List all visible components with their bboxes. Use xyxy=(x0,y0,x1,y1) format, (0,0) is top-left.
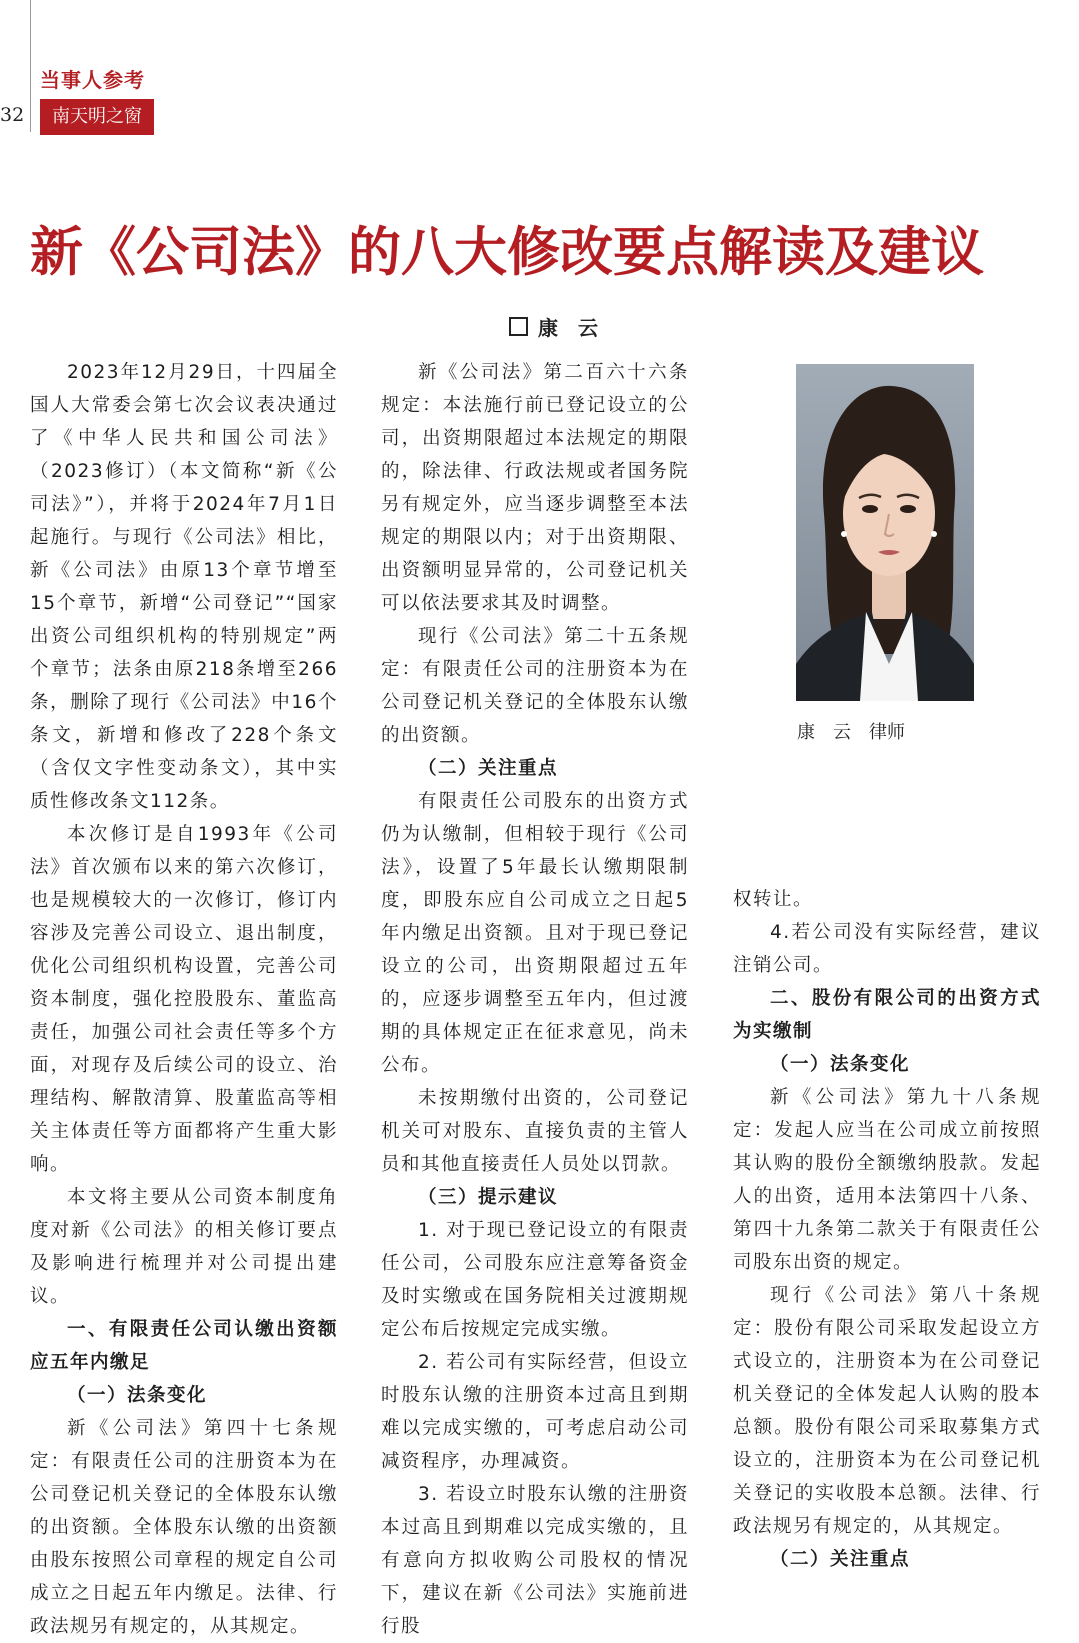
paragraph: 现行《公司法》第二十五条规定：有限责任公司的注册资本为在公司登记机关登记的全体股东认缴的出资额。 xyxy=(381,626,689,746)
header-rule xyxy=(30,0,31,132)
section-heading: 二、股份有限公司的出资方式为实缴制 xyxy=(733,988,1041,1042)
text-column-2 xyxy=(381,356,689,1643)
paragraph: 新《公司法》第九十八条规定：发起人应当在公司成立前按照其认购的股份全额缴纳股款。发起人的出资，适用本法第四十八条、第四十九条第二款关于有限责任公司股东出资的规定。 xyxy=(733,1087,1041,1273)
section-heading: （二）关注重点 xyxy=(418,758,559,779)
paragraph: 新《公司法》第二百六十六条规定：本法施行前已登记设立的公司，出资期限超过本法规定的期限的，除法律、行政法规或者国务院另有规定外，应当逐步调整至本法规定的期限以内；对于出资期限、出资额明显异常的，公司登记机关可以依法要求其及时调整。 xyxy=(381,362,689,614)
paragraph: 1. 对于现已登记设立的有限责任公司，公司股东应注意筹备资金及时实缴或在国务院相关过渡期规定公布后按规定完成实缴。 xyxy=(381,1220,689,1340)
column-tag: 南天明之窗 xyxy=(40,99,154,135)
section-heading: （二）关注重点 xyxy=(770,1549,911,1570)
paragraph: 2. 若公司有实际经营，但设立时股东认缴的注册资本过高且到期难以完成实缴的，可考虑启动公司减资程序，办理减资。 xyxy=(381,1352,689,1472)
section-heading: （三）提示建议 xyxy=(418,1187,559,1208)
section-heading: （一）法条变化 xyxy=(770,1054,911,1075)
paragraph: 未按期缴付出资的，公司登记机关可对股东、直接负责的主管人员和其他直接责任人员处以罚款。 xyxy=(381,1088,689,1175)
square-icon xyxy=(509,317,528,336)
paragraph: 4.若公司没有实际经营，建议注销公司。 xyxy=(733,922,1041,976)
portrait-caption: 康 云 律师 xyxy=(797,722,905,743)
article-title: 新《公司法》的八大修改要点解读及建议 xyxy=(30,222,984,283)
byline xyxy=(509,312,598,341)
paragraph: 本文将主要从公司资本制度角度对新《公司法》的相关修订要点及影响进行梳理并对公司提出建议。 xyxy=(30,1187,338,1307)
author-portrait xyxy=(796,364,974,701)
paragraph: 2023年12月29日，十四届全国人大常委会第七次会议表决通过了《中华人民共和国公司法》（2023修订）（本文简称“新《公司法》”），并将于2024年7月1日起施行。与现行《公司法》相比，新《公司法》由原13个章节增至15个章节，新增“公司登记”“国家出资公司组织机构的特别规定”两个章节；法条由原218条增至266条，删除了现行《公司法》中16个条文，新增和修改了228个条文（含仅文字性变动条文），其中实质性修改条文112条。 xyxy=(30,362,338,812)
paragraph: 有限责任公司股东的出资方式仍为认缴制，但相较于现行《公司法》，设置了5年最长认缴期限制度，即股东应自公司成立之日起5年内缴足出资额。且对于现已登记设立的公司，出资期限超过五年的，应逐步调整至五年内，但过渡期的具体规定正在征求意见，尚未公布。 xyxy=(381,791,689,1076)
paragraph: 新《公司法》第四十七条规定：有限责任公司的注册资本为在公司登记机关登记的全体股东认缴的出资额。全体股东认缴的出资额由股东按照公司章程的规定自公司成立之日起五年内缴足。法律、行政法规另有规定的，从其规定。 xyxy=(30,1418,338,1637)
paragraph: 本次修订是自1993年《公司法》首次颁布以来的第六次修订，也是规模较大的一次修订，修订内容涉及完善公司设立、退出制度，优化公司组织机构设置，完善公司资本制度，强化控股股东、董监高责任，加强公司社会责任等多个方面，对现存及后续公司的设立、治理结构、解散清算、股董监高等相关主体责任等方面都将产生重大影响。 xyxy=(30,824,338,1175)
portrait-illustration xyxy=(796,364,974,701)
section-heading: （一）法条变化 xyxy=(67,1385,208,1406)
paragraph: 权转让。 xyxy=(733,889,814,910)
paragraph: 现行《公司法》第八十条规定：股份有限公司采取发起设立方式设立的，注册资本为在公司登记机关登记的全体发起人认购的股本总额。股份有限公司采取募集方式设立的，注册资本为在公司登记机关登记的实收股本总额。法律、行政法规另有规定的，从其规定。 xyxy=(733,1285,1041,1537)
text-column-1 xyxy=(30,356,338,1643)
page-number: 32 xyxy=(0,104,25,126)
section-label: 当事人参考 xyxy=(40,68,145,92)
text-column-3 xyxy=(733,883,1041,1576)
section-heading: 一、有限责任公司认缴出资额应五年内缴足 xyxy=(30,1319,338,1373)
author-name: 康 云 xyxy=(538,316,598,340)
paragraph: 3. 若设立时股东认缴的注册资本过高且到期难以完成实缴的，且有意向方拟收购公司股权的情况下，建议在新《公司法》实施前进行股 xyxy=(381,1484,689,1637)
